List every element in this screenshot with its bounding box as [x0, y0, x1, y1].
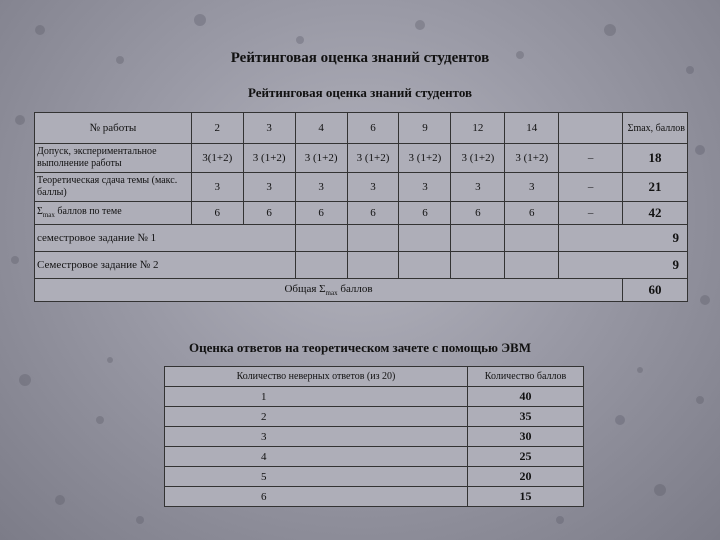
table-cell-total: 21: [623, 173, 688, 202]
wrong-count-cell: 4: [165, 447, 468, 467]
table-row: [35, 173, 688, 202]
table-row: [165, 407, 584, 427]
score-cell: 15: [468, 487, 584, 507]
empty-cell: [347, 252, 399, 279]
table-cell: –: [559, 202, 623, 225]
empty-cell: [505, 252, 559, 279]
wrong-count-cell: 6: [165, 487, 468, 507]
table-cell-total: 18: [623, 144, 688, 173]
table-cell: 3: [295, 173, 347, 202]
page-title: Рейтинговая оценка знаний студентов: [230, 50, 490, 66]
sum-symbol: Σ: [319, 282, 326, 295]
empty-cell: [295, 252, 347, 279]
table-row: [35, 225, 688, 252]
header-work-number: № работы: [35, 113, 192, 144]
table-cell: 3 (1+2): [243, 144, 295, 173]
score-cell: 35: [468, 407, 584, 427]
score-cell: 25: [468, 447, 584, 467]
table-cell: 3 (1+2): [295, 144, 347, 173]
sum-symbol: Σ: [37, 205, 43, 217]
table-cell: 6: [295, 202, 347, 225]
table-cell: 6: [399, 202, 451, 225]
empty-cell: [451, 225, 505, 252]
header-cell: 3: [243, 113, 295, 144]
row-label-text: баллов по теме: [54, 205, 122, 217]
table-row: [35, 144, 688, 173]
table-row: [35, 202, 688, 225]
table-cell-total: 9: [559, 252, 688, 279]
wrong-count-cell: 5: [165, 467, 468, 487]
table-row: [165, 467, 584, 487]
row-label: Допуск, экспериментальное выполнение работы: [35, 144, 192, 173]
sum-subscript: max: [325, 289, 338, 298]
header-cell: 2: [191, 113, 243, 144]
evm-score-table: [164, 366, 584, 507]
total-label-suffix: баллов: [337, 282, 373, 295]
score-cell: 40: [468, 387, 584, 407]
table-row: [165, 427, 584, 447]
empty-cell: [399, 252, 451, 279]
table-total-row: [35, 279, 688, 302]
table-cell: 3: [451, 173, 505, 202]
table-cell: 3 (1+2): [347, 144, 399, 173]
empty-cell: [399, 225, 451, 252]
header-cell: 9: [399, 113, 451, 144]
total-label: [35, 279, 623, 302]
table-cell: 3: [399, 173, 451, 202]
table-cell-total: 9: [559, 225, 688, 252]
table-title: Рейтинговая оценка знаний студентов: [247, 85, 473, 100]
table-cell: 3 (1+2): [505, 144, 559, 173]
table-cell: 6: [191, 202, 243, 225]
table-cell: 6: [243, 202, 295, 225]
table-cell: –: [559, 144, 623, 173]
table-row: [35, 252, 688, 279]
wrong-count-cell: 3: [165, 427, 468, 447]
empty-cell: [347, 225, 399, 252]
score-cell: 30: [468, 427, 584, 447]
sum-subscript: max: [42, 210, 55, 219]
header-wrong-answers: Количество неверных ответов (из 20): [165, 367, 468, 387]
header-score: Количество баллов: [468, 367, 584, 387]
table-cell: 3: [505, 173, 559, 202]
table-row: [165, 487, 584, 507]
score-cell: 20: [468, 467, 584, 487]
table-cell: 6: [347, 202, 399, 225]
header-cell: [559, 113, 623, 144]
row-label: [35, 202, 192, 225]
table-header-row: [35, 113, 688, 144]
header-cell: 6: [347, 113, 399, 144]
table-cell: –: [559, 173, 623, 202]
table-header-row: [165, 367, 584, 387]
header-cell: 14: [505, 113, 559, 144]
header-cell: 12: [451, 113, 505, 144]
wrong-count-cell: 2: [165, 407, 468, 427]
row-label: семестровое задание № 1: [35, 225, 296, 252]
wrong-count-cell: 1: [165, 387, 468, 407]
table-cell: 3: [347, 173, 399, 202]
table-cell: 3 (1+2): [399, 144, 451, 173]
rating-table: [34, 112, 688, 302]
table-row: [165, 447, 584, 467]
total-value: 60: [623, 279, 688, 302]
table-cell-total: 42: [623, 202, 688, 225]
table-cell: 6: [451, 202, 505, 225]
empty-cell: [295, 225, 347, 252]
table-cell: 3: [243, 173, 295, 202]
total-label-prefix: Общая: [284, 282, 320, 295]
table-row: [165, 387, 584, 407]
table-cell: 3(1+2): [191, 144, 243, 173]
table-cell: 3: [191, 173, 243, 202]
header-sum-max: Σmax, баллов: [623, 113, 688, 144]
table-cell: 6: [505, 202, 559, 225]
empty-cell: [505, 225, 559, 252]
table-cell: 3 (1+2): [451, 144, 505, 173]
row-label: Семестровое задание № 2: [35, 252, 296, 279]
header-cell: 4: [295, 113, 347, 144]
empty-cell: [451, 252, 505, 279]
row-label: Теоретическая сдача темы (макс. баллы): [35, 173, 192, 202]
section-caption: Оценка ответов на теоретическом зачете с помощью ЭВМ: [189, 340, 531, 355]
